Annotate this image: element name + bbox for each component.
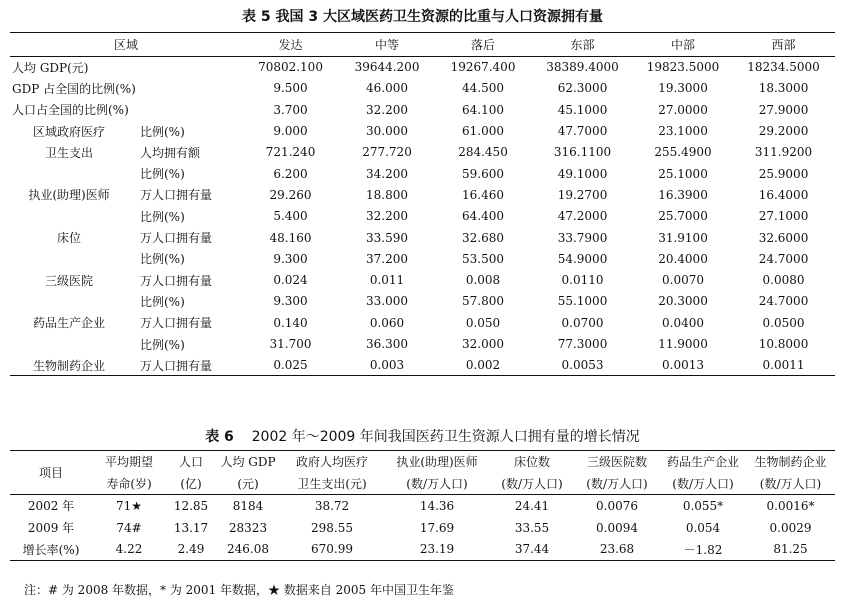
table5-cell: 0.024	[273, 273, 308, 288]
footnote: 注：# 为 2008 年数据，* 为 2001 年数据，★ 数据来自 2005 年中国卫生年鉴	[24, 583, 455, 597]
table5-row	[10, 227, 835, 248]
table5-row-label: 人口占全国的比例(%)	[12, 103, 129, 118]
table5-cell: 32.200	[366, 209, 409, 224]
table5-cell: 27.9000	[758, 102, 809, 117]
table5-sub-label: 万人口拥有量	[128, 355, 242, 376]
table5-row	[10, 333, 835, 354]
table5-cell: 33.7900	[557, 230, 608, 245]
table5-cell: 18234.5000	[747, 60, 820, 75]
table5-cell: 32.000	[462, 337, 505, 351]
table5-cell: 25.1000	[658, 166, 708, 181]
table5-cell: 45.1000	[557, 102, 608, 117]
table5-sub-label: 比例(%)	[140, 124, 185, 139]
table5-header-cell: 东部	[531, 33, 634, 57]
table5-cell: 9.000	[273, 124, 308, 139]
table5-cell: 0.0053	[531, 355, 634, 376]
table5-group-label	[10, 248, 128, 269]
table5-cell: 9.300	[273, 251, 308, 266]
table5-cell: 32.6000	[758, 230, 809, 245]
table6-cell: 17.69	[419, 520, 455, 535]
table5-row	[10, 163, 835, 184]
table5-row-label: GDP 占全国的比例(%)	[12, 81, 136, 96]
table5-group-label: 区域政府医疗	[32, 124, 105, 139]
table6-header-cell: 人口	[166, 451, 216, 473]
table5-cell: 19823.5000	[646, 60, 720, 75]
table5-row	[10, 355, 835, 376]
table5-cell: 19.3000	[658, 81, 708, 96]
table5-cell: 31.9100	[658, 230, 708, 245]
table5-row	[10, 142, 835, 163]
table5-cell: 31.700	[269, 337, 312, 351]
table5-cell: 77.3000	[557, 337, 608, 351]
table5-cell: 29.260	[269, 187, 312, 202]
table5	[10, 32, 835, 376]
table6-cell: 33.55	[514, 520, 550, 535]
table5-group-label	[10, 163, 128, 184]
table5-row-label: 人均 GDP(元)	[12, 60, 89, 75]
table6-header-cell: 人均 GDP	[216, 451, 280, 473]
table5-cell: 0.0011	[732, 355, 835, 376]
table6-cell: 81.25	[746, 539, 835, 561]
table5-row	[10, 78, 835, 99]
table5-sub-label: 人均拥有额	[140, 145, 201, 160]
table5-cell: 47.7000	[557, 124, 608, 139]
table6-header-cell: (亿)	[166, 473, 216, 495]
table6-header-cell: 政府人均医疗	[280, 451, 384, 473]
table5-cell: 53.500	[462, 251, 505, 266]
table6-title	[0, 426, 845, 446]
table5-cell: 34.200	[366, 166, 409, 181]
table5-cell: 20.4000	[658, 251, 708, 266]
table5-cell: 18.800	[366, 187, 409, 202]
table5-cell: 721.240	[265, 145, 316, 160]
table5-sub-label: 万人口拥有量	[140, 273, 213, 288]
table5-cell: 311.9200	[754, 145, 813, 160]
table6-cell: 38.72	[314, 498, 350, 513]
table6-header-cell: (数/万人口)	[660, 473, 746, 495]
table5-cell: 0.140	[273, 315, 308, 330]
table5-cell: 54.9000	[557, 251, 608, 266]
table5-cell: 24.7000	[758, 251, 809, 266]
table5-cell: 0.0700	[561, 315, 604, 330]
table5-cell: 25.9000	[758, 166, 809, 181]
table6-cell: 14.36	[419, 498, 455, 513]
table5-cell: 6.200	[273, 166, 308, 181]
table5-cell: 64.100	[462, 102, 505, 117]
table6-title-text: 2002 年～2009 年间我国医药卫生资源人口拥有量的增长情况	[251, 429, 640, 445]
table5-sub-label: 比例(%)	[140, 209, 185, 224]
table5-header-cell: 中部	[634, 33, 732, 57]
table6-header-cell: 执业(助理)医师	[384, 451, 490, 473]
table5-row	[10, 312, 835, 333]
table6-cell: 13.17	[173, 520, 209, 535]
table5-cell: 29.2000	[758, 124, 809, 139]
table6-header-cell: 生物制药企业	[746, 451, 835, 473]
table5-cell: 18.3000	[758, 81, 809, 96]
table5-cell: 0.0500	[762, 315, 805, 330]
table5-cell: 16.460	[462, 187, 505, 202]
table5-header-cell: 落后	[435, 33, 531, 57]
table6-title-prefix: 表 6	[205, 429, 234, 445]
table6-cell: 0.0094	[596, 520, 638, 535]
table5-cell: 0.003	[339, 355, 435, 376]
table6-cell: 0.055*	[682, 498, 724, 513]
table6-row	[10, 539, 835, 561]
table5-group-label	[10, 206, 128, 227]
table5-row	[10, 248, 835, 269]
table5-title: 表 5 我国 3 大区域医药卫生资源的比重与人口资源拥有量	[242, 9, 603, 25]
table6-cell: 2.49	[166, 539, 216, 561]
table6-cell: 0.054	[685, 520, 721, 535]
table5-cell: 0.0070	[662, 273, 705, 288]
table5-cell: 32.680	[462, 230, 505, 245]
table5-cell: 0.060	[369, 315, 405, 330]
table6-header-cell: (元)	[216, 473, 280, 495]
table5-cell: 36.300	[366, 337, 409, 351]
table5-cell: 16.3900	[658, 187, 708, 202]
table5-group-label: 药品生产企业	[32, 316, 105, 331]
table5-cell: 9.500	[273, 81, 308, 96]
table6-header-cell: (数/万人口)	[746, 473, 835, 495]
table5-group-label: 床位	[56, 231, 81, 246]
table5-group-label: 卫生支出	[44, 145, 93, 160]
table5-row	[10, 99, 835, 120]
table5-sub-label: 万人口拥有量	[140, 188, 213, 203]
table6-cell: 670.99	[280, 539, 384, 561]
table5-header-cell: 区域	[10, 33, 242, 57]
table5-row	[10, 269, 835, 290]
table6-header-row-2	[10, 473, 835, 495]
table5-group-label: 生物制药企业	[10, 355, 128, 376]
table6-cell: 24.41	[514, 498, 550, 513]
table5-cell: 0.050	[465, 315, 501, 330]
table6-header-row-1	[10, 451, 835, 473]
table5-cell: 62.3000	[557, 81, 608, 96]
table6-cell: 0.0076	[596, 498, 638, 513]
table5-cell: 64.400	[462, 209, 505, 224]
table6-header-cell: (数/万人口)	[574, 473, 660, 495]
table6-cell: 12.85	[173, 498, 209, 513]
table6-cell: 71★	[115, 498, 143, 513]
table5-cell: 23.1000	[658, 124, 708, 139]
table5-cell: 11.9000	[658, 337, 708, 351]
table5-group-label	[10, 291, 128, 312]
table6-header-cell: 寿命(岁)	[92, 473, 166, 495]
table5-sub-label: 万人口拥有量	[140, 231, 213, 246]
table6-row-label: 2009 年	[27, 521, 75, 535]
table5-cell: 61.000	[462, 124, 505, 139]
table5-cell: 0.002	[435, 355, 531, 376]
table5-cell: 19.2700	[557, 187, 608, 202]
table5-header-row	[10, 33, 835, 57]
table6-header-cell: 卫生支出(元)	[280, 473, 384, 495]
table5-cell: 70802.100	[258, 60, 323, 75]
table6-cell: 0.0016*	[766, 498, 815, 513]
table5-cell: 284.450	[458, 145, 508, 160]
table5-cell: 0.0110	[561, 273, 604, 288]
table6-row-label: 增长率(%)	[10, 539, 92, 561]
table5-group-label: 三级医院	[44, 273, 93, 288]
table5-sub-label: 比例(%)	[140, 167, 185, 182]
table5-cell: 25.7000	[658, 209, 708, 224]
table5-cell: 19267.400	[450, 60, 516, 75]
table6-header-cell: (数/万人口)	[384, 473, 490, 495]
table6-cell: 28323	[228, 520, 268, 535]
table6	[10, 450, 835, 561]
table5-header-cell: 发达	[242, 33, 339, 57]
table5-sub-label: 万人口拥有量	[140, 316, 213, 331]
table5-cell: 33.590	[366, 230, 409, 245]
table5-cell: 27.0000	[658, 102, 708, 117]
table5-sub-label: 比例(%)	[140, 252, 185, 267]
table5-cell: 10.8000	[758, 337, 809, 351]
table5-cell: 46.000	[366, 81, 409, 96]
table5-cell: 0.011	[369, 273, 405, 288]
table6-row	[10, 517, 835, 539]
table5-cell: 37.200	[366, 251, 409, 266]
table5-cell: 0.0080	[762, 273, 805, 288]
table5-row	[10, 206, 835, 227]
table5-cell: 39644.200	[354, 60, 420, 75]
table5-cell: 27.1000	[758, 209, 809, 224]
table5-cell: 0.0400	[662, 315, 705, 330]
table5-cell: 47.2000	[557, 209, 608, 224]
table5-cell: 255.4900	[654, 145, 712, 160]
table5-cell: 0.025	[242, 355, 339, 376]
table5-cell: 316.1100	[553, 145, 612, 160]
table5-sub-label: 比例(%)	[140, 337, 185, 352]
table6-header-cell: (数/万人口)	[490, 473, 574, 495]
table5-cell: 24.7000	[758, 294, 809, 309]
table6-header-cell: 药品生产企业	[660, 451, 746, 473]
table5-cell: 20.3000	[658, 294, 708, 309]
table5-group-label	[10, 333, 128, 354]
table6-header-cell: 项目	[10, 451, 92, 495]
table6-cell: 4.22	[92, 539, 166, 561]
table5-header-cell: 西部	[732, 33, 835, 57]
table6-header-cell: 床位数	[490, 451, 574, 473]
table5-cell: 5.400	[273, 209, 308, 224]
table6-cell: －1.82	[660, 539, 746, 561]
table6-cell: 37.44	[490, 539, 574, 561]
table5-cell: 0.0013	[634, 355, 732, 376]
table5-row	[10, 184, 835, 205]
table6-cell: 298.55	[311, 520, 353, 535]
table5-cell: 3.700	[273, 102, 308, 117]
table5-cell: 33.000	[366, 294, 409, 309]
table5-group-label: 执业(助理)医师	[28, 188, 110, 203]
table5-cell: 48.160	[269, 230, 312, 245]
table5-cell: 38389.4000	[546, 60, 619, 75]
table5-cell: 277.720	[362, 145, 412, 160]
table5-cell: 55.1000	[557, 294, 608, 309]
table5-cell: 57.800	[462, 294, 505, 309]
table5-sub-label: 比例(%)	[140, 294, 185, 309]
table5-header-cell: 中等	[339, 33, 435, 57]
table6-cell: 23.19	[384, 539, 490, 561]
table5-cell: 0.008	[465, 273, 501, 288]
table6-cell: 0.0029	[769, 520, 812, 535]
table5-row	[10, 57, 835, 78]
table6-row-label: 2002 年	[27, 499, 75, 514]
table6-cell: 246.08	[216, 539, 280, 561]
table6-cell: 8184	[232, 498, 264, 513]
table5-cell: 49.1000	[557, 166, 608, 181]
table5-cell: 30.000	[366, 124, 409, 139]
table5-cell: 59.600	[462, 166, 505, 181]
table6-header-cell: 平均期望	[92, 451, 166, 473]
table5-row	[10, 120, 835, 141]
table6-cell: 23.68	[574, 539, 660, 561]
table5-cell: 44.500	[462, 81, 505, 96]
table5-cell: 9.300	[273, 294, 308, 309]
table6-cell: 74#	[116, 520, 142, 535]
table6-header-cell: 三级医院数	[574, 451, 660, 473]
table5-cell: 16.4000	[758, 187, 809, 202]
table5-row	[10, 291, 835, 312]
table5-cell: 32.200	[366, 102, 409, 117]
table6-row	[10, 495, 835, 517]
